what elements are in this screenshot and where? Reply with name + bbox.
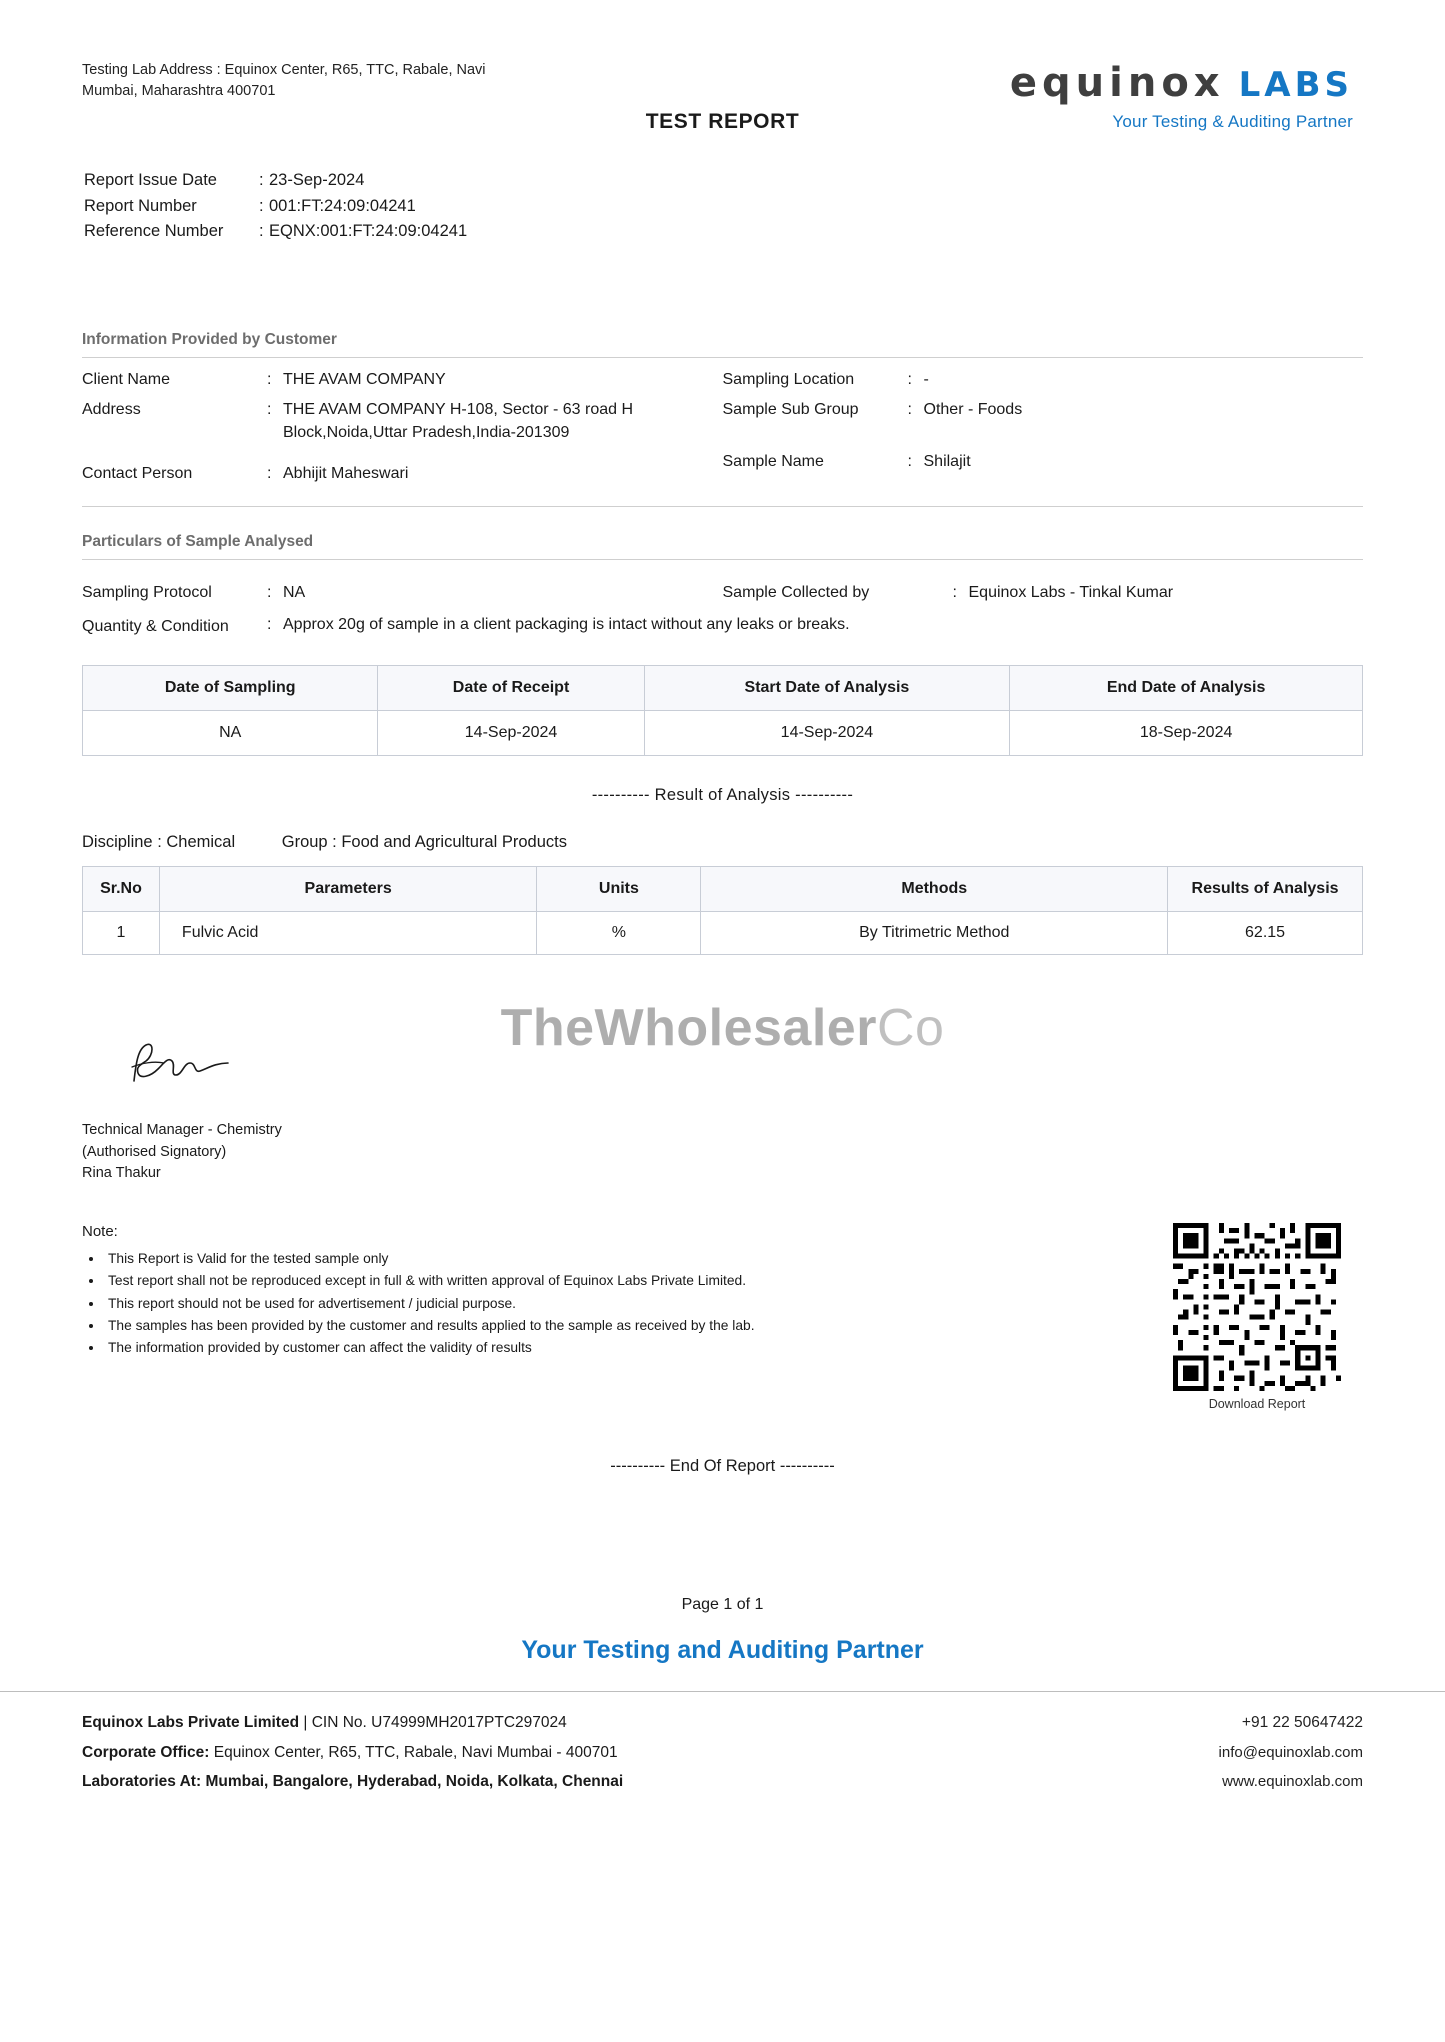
sample-sub-group-label: Sample Sub Group	[722, 400, 859, 418]
client-name-label: Client Name	[82, 370, 171, 388]
issue-date-label: Report Issue Date	[84, 171, 217, 189]
footer-website[interactable]: www.equinoxlab.com	[1222, 1773, 1363, 1791]
watermark-bold: TheWholesaler	[500, 999, 877, 1057]
customer-info-block	[82, 368, 1363, 508]
footer-office-value: Equinox Center, R65, TTC, Rabale, Navi Mumbai - 400701	[213, 1743, 618, 1761]
table-row	[83, 911, 1363, 954]
particulars-row-1	[82, 584, 1363, 602]
footer-company-name: Equinox Labs Private Limited	[82, 1714, 300, 1732]
th-sr-no: Sr.No	[83, 866, 160, 911]
colon: :	[259, 196, 264, 215]
table-header-row	[83, 665, 1363, 710]
list-item: • Test report shall not be reproduced except in full & with written approval of Equinox Labs Private Limited.	[104, 1270, 755, 1292]
meta-row-report-number	[84, 194, 1363, 220]
td-start-date-of-analysis: 14-Sep-2024	[644, 710, 1010, 755]
signature-image	[124, 1033, 264, 1093]
page-title: TEST REPORT	[645, 110, 800, 133]
report-number-label: Report Number	[84, 196, 197, 215]
td-result: 62.15	[1168, 911, 1363, 954]
footer-labs-value: Mumbai, Bangalore, Hyderabad, Noida, Kolkata, Chennai	[205, 1773, 624, 1791]
note-list	[82, 1248, 755, 1360]
list-item: • This report should not be used for advertisement / judicial purpose.	[104, 1293, 755, 1315]
list-item: • The samples has been provided by the customer and results applied to the sample as received by the lab.	[104, 1315, 755, 1337]
sampling-protocol-label: Sampling Protocol	[82, 584, 212, 602]
colon: :	[259, 171, 264, 189]
footer-row-company	[82, 1708, 1363, 1737]
list-item: • The information provided by customer can affect the validity of results	[104, 1337, 755, 1359]
contact-person-label: Contact Person	[82, 465, 193, 483]
note-label: Note:	[82, 1223, 118, 1241]
sample-sub-group-value: Other - Foods	[923, 400, 1023, 418]
table-row	[83, 710, 1363, 755]
address-value: THE AVAM COMPANY H-108, Sector - 63 road H Block,Noida,Uttar Pradesh,India-201309	[283, 400, 634, 442]
field-contact-person	[82, 462, 709, 485]
td-method: By Titrimetric Method	[701, 911, 1168, 954]
th-parameters: Parameters	[159, 866, 536, 911]
quantity-label: Quantity & Condition	[82, 618, 229, 636]
table-header-row	[83, 866, 1363, 911]
field-sampling-location	[723, 368, 1364, 391]
field-sample-collected-by	[723, 584, 1364, 602]
footer-row-office	[82, 1738, 1363, 1768]
page-number: Page 1 of 1	[681, 1596, 764, 1614]
field-client-name	[82, 368, 709, 391]
sample-collected-by-value: Equinox Labs - Tinkal Kumar	[968, 584, 1174, 602]
end-of-report-divider: ---------- End Of Report ----------	[610, 1457, 835, 1476]
td-date-of-sampling: NA	[83, 710, 378, 755]
note-block	[82, 1223, 755, 1411]
customer-info-right	[723, 368, 1364, 493]
td-units: %	[537, 911, 701, 954]
particulars-block	[82, 584, 1363, 638]
field-sample-name	[723, 450, 1364, 473]
spacer	[723, 428, 1364, 450]
group-text: Group : Food and Agricultural Products	[281, 832, 567, 851]
results-table	[82, 866, 1363, 955]
signatory-authorised: (Authorised Signatory)	[82, 1143, 227, 1160]
brand-tagline: Your Testing & Auditing Partner	[1112, 112, 1353, 131]
customer-info-left	[82, 368, 723, 493]
th-date-of-sampling: Date of Sampling	[83, 665, 378, 710]
footer-office-line	[82, 1738, 618, 1767]
meta-row-reference-number	[84, 219, 1363, 245]
watermark-thin: Co	[876, 999, 945, 1057]
footer-tagline: Your Testing and Auditing Partner	[521, 1636, 924, 1665]
colon: :	[907, 453, 912, 471]
footer-labs-line	[82, 1767, 623, 1796]
reference-number-value: EQNX:001:FT:24:09:04241	[269, 222, 468, 241]
note-and-qr	[82, 1223, 1363, 1411]
brand-name: equinox	[1009, 60, 1225, 106]
sampling-protocol-value: NA	[283, 584, 306, 602]
colon: :	[907, 400, 912, 418]
lab-address: Testing Lab Address : Equinox Center, R65, TTC, Rabale, Navi Mumbai, Maharashtra 400701	[82, 62, 486, 100]
td-date-of-receipt: 14-Sep-2024	[378, 710, 644, 755]
equinox-logo	[1010, 60, 1363, 132]
footer-email[interactable]: info@equinoxlab.com	[1218, 1743, 1363, 1761]
footer-separator: |	[303, 1714, 308, 1732]
footer-phone[interactable]: +91 22 50647422	[1241, 1714, 1363, 1732]
client-name-value: THE AVAM COMPANY	[283, 370, 446, 388]
sampling-location-label: Sampling Location	[722, 370, 855, 388]
field-address	[82, 398, 709, 444]
colon: :	[952, 584, 957, 602]
signatory-details	[82, 1120, 1363, 1185]
particulars-section-title: Particulars of Sample Analysed	[82, 533, 1363, 560]
footer-cin: CIN No. U74999MH2017PTC297024	[311, 1714, 567, 1732]
colon: :	[267, 400, 272, 418]
report-meta	[84, 168, 1363, 245]
th-date-of-receipt: Date of Receipt	[378, 665, 644, 710]
signature-area	[82, 1033, 1363, 1185]
address-label: Address	[82, 400, 141, 418]
colon: :	[267, 616, 272, 634]
field-sample-sub-group	[723, 398, 1364, 421]
td-parameter: Fulvic Acid	[159, 911, 536, 954]
customer-section-title: Information Provided by Customer	[82, 331, 1363, 358]
footer-labs-label: Laboratories At:	[82, 1773, 202, 1791]
th-methods: Methods	[701, 866, 1168, 911]
sample-name-value: Shilajit	[923, 453, 971, 471]
document-footer	[0, 1691, 1445, 1818]
sample-name-label: Sample Name	[722, 453, 824, 471]
th-results-of-analysis: Results of Analysis	[1168, 866, 1363, 911]
th-end-date-of-analysis: End Date of Analysis	[1010, 665, 1363, 710]
issue-date-value: 23-Sep-2024	[269, 171, 365, 189]
colon: :	[259, 222, 264, 241]
discipline-text: Discipline : Chemical	[82, 832, 236, 851]
signatory-title: Technical Manager - Chemistry	[82, 1121, 282, 1138]
contact-person-value: Abhijit Maheswari	[283, 465, 409, 483]
sample-collected-by-label: Sample Collected by	[722, 584, 870, 602]
quantity-value: Approx 20g of sample in a client packaging is intact without any leaks or breaks.	[283, 616, 850, 634]
footer-office-label: Corporate Office:	[82, 1743, 210, 1761]
colon: :	[267, 584, 272, 602]
qr-code-icon[interactable]	[1173, 1223, 1341, 1391]
colon: :	[267, 465, 272, 483]
th-start-date-of-analysis: Start Date of Analysis	[644, 665, 1010, 710]
signatory-name: Rina Thakur	[82, 1165, 161, 1182]
td-end-date-of-analysis: 18-Sep-2024	[1010, 710, 1363, 755]
qr-code-block[interactable]	[1173, 1223, 1341, 1411]
td-sr-no: 1	[83, 911, 160, 954]
sampling-location-value: -	[923, 370, 929, 388]
brand-suffix: LABS	[1238, 65, 1353, 105]
colon: :	[907, 370, 912, 388]
footer-company-line	[82, 1708, 567, 1737]
colon: :	[267, 370, 272, 388]
discipline-line	[82, 833, 1363, 852]
sampling-dates-table	[82, 665, 1363, 756]
th-units: Units	[537, 866, 701, 911]
meta-row-issue-date	[84, 168, 1363, 194]
reference-number-label: Reference Number	[84, 222, 224, 241]
field-quantity-condition	[82, 616, 1363, 638]
footer-row-labs	[82, 1767, 1363, 1797]
field-sampling-protocol	[82, 584, 723, 602]
result-of-analysis-divider: ---------- Result of Analysis ----------	[591, 785, 854, 804]
qr-caption: Download Report	[1208, 1397, 1306, 1412]
list-item: • This Report is Valid for the tested sample only	[104, 1248, 755, 1270]
report-number-value: 001:FT:24:09:04241	[269, 196, 416, 215]
